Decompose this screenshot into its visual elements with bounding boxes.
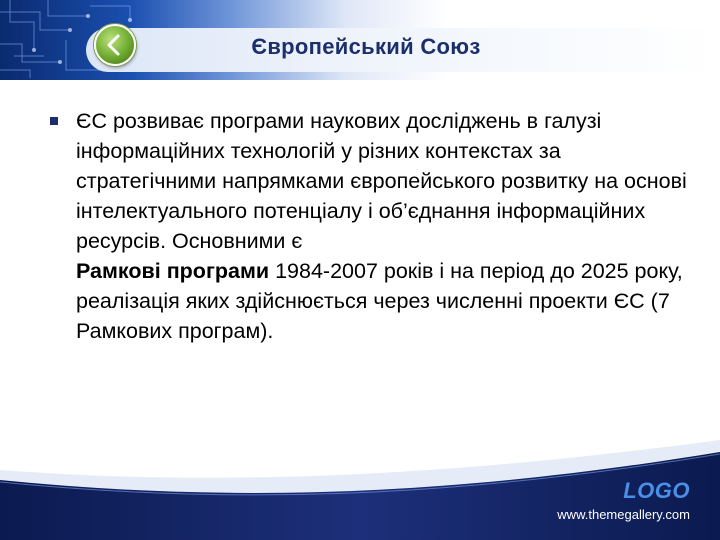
slide-title: Європейський Союз: [251, 34, 481, 59]
footer-wave: [0, 440, 720, 540]
paragraph-text-start: ЄС розвиває програми наукових досліджень в галузі інформаційних технологій у різних контекстах за стратегічними напрямками європейського розвитку на основі інтелектуального потенціалу і об’єднання інформаційних ресурсів. Основними є: [76, 109, 687, 253]
bullet-marker: [50, 117, 58, 125]
chevron-left-icon: [96, 26, 134, 64]
body-paragraph: [76, 106, 696, 346]
back-button[interactable]: [94, 24, 136, 66]
bold-term: Рамкові програми: [76, 259, 270, 283]
footer-url: www.themegallery.com: [557, 507, 690, 522]
footer-band: [0, 440, 720, 540]
logo-text: LOGO: [623, 478, 690, 503]
paragraph-text-end: 1984-2007 років і на період до 2025 року, реалізація яких здійснюється через численні проекти ЄС (7 Рамкових програм).: [76, 259, 683, 343]
